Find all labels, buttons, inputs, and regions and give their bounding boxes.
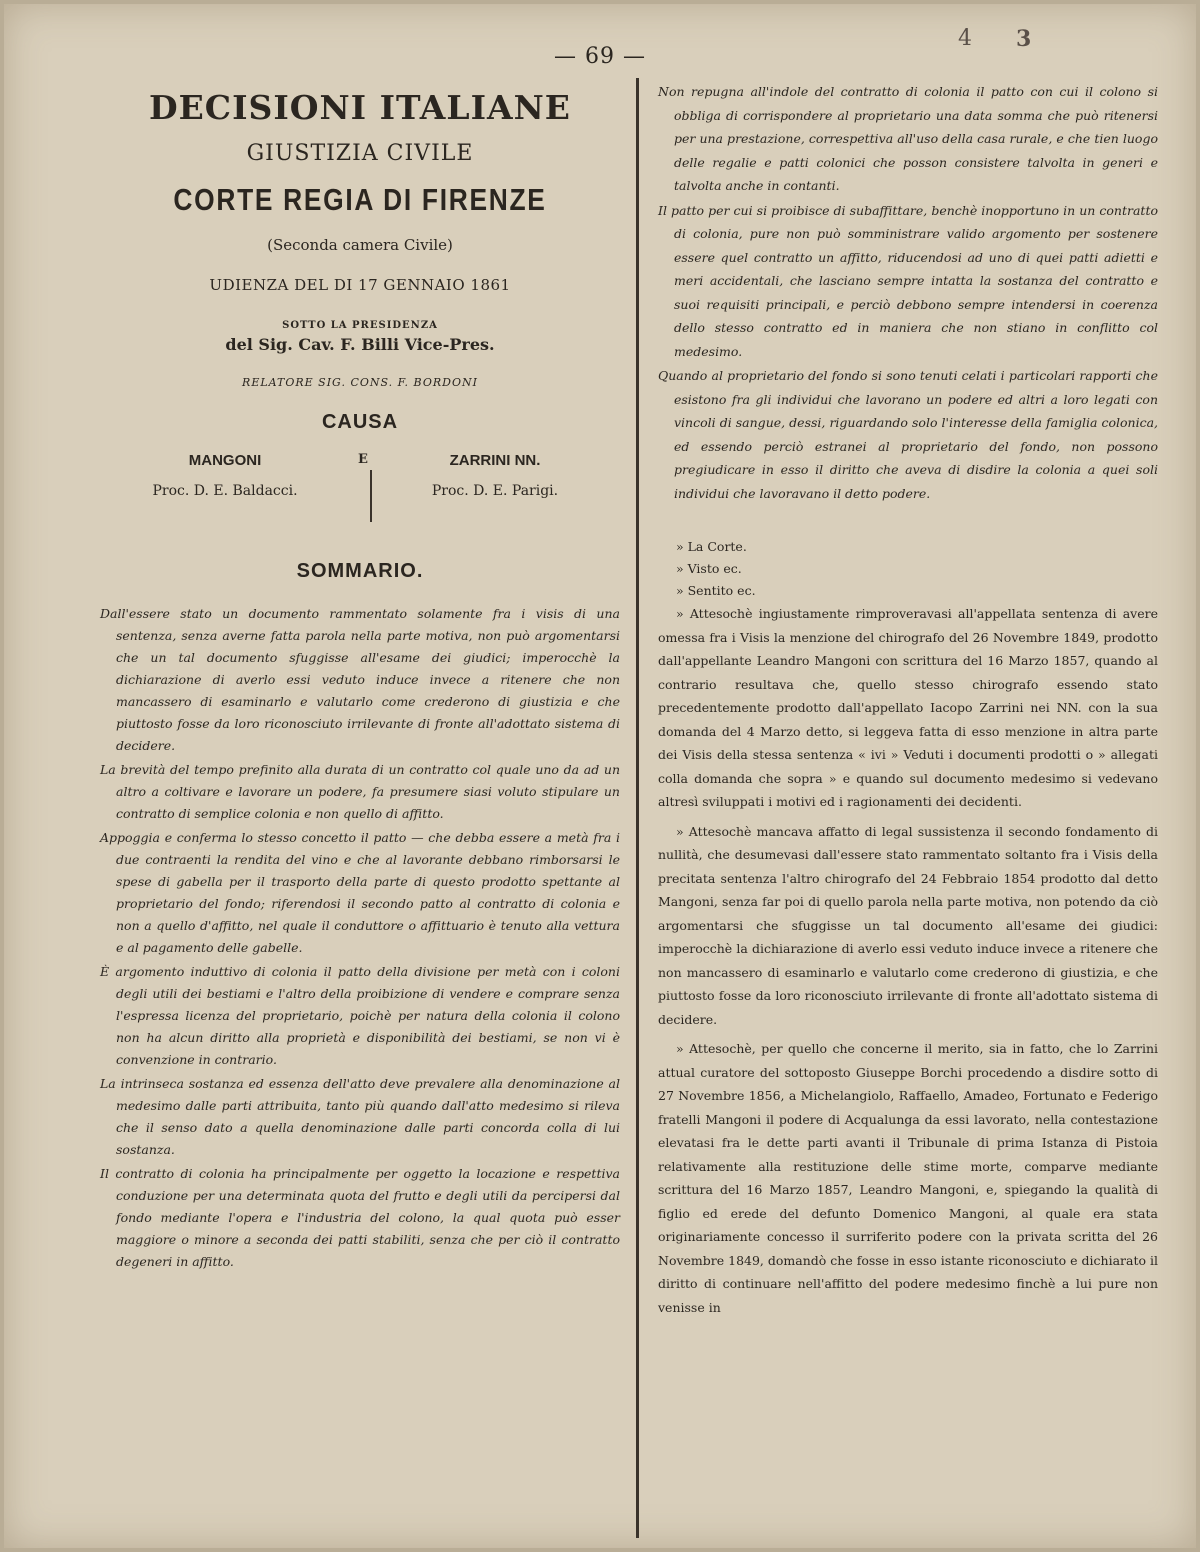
- column-divider: [636, 78, 639, 1538]
- president-name: del Sig. Cav. F. Billi Vice-Pres.: [225, 335, 495, 354]
- section-gap: [658, 506, 1158, 536]
- summary-paragraph: Non repugna all'indole del contratto di colonia il patto con cui il colono si obbliga di corrispondere al proprietario una data somma che può ritenersi per una prestazione, correspettiva all'uso della casa rurale, e che tien luogo delle regalie e patti colonici che posson consistere talvolta in generi e talvolta anche in contanti.: [658, 84, 1158, 193]
- summary-list: [100, 603, 620, 1273]
- party-appellant-name: MANGONI: [188, 452, 262, 469]
- section-title: GIUSTIZIA CIVILE: [246, 141, 474, 166]
- party-appellee: [370, 452, 620, 499]
- ruling-paragraph: » Attesochè, per quello che concerne il merito, sia in fatto, che lo Zarrini attual curatore del sottoposto Giuseppe Borchi procedendo a disdire sotto di 27 Novembre 1856, a Michelangiolo, Raffaello, Amadeo, Fortunato e Federigo fratelli Mangoni il podere di Acqualunga da essi lavorato, nella contestazione elevatasi fra le dette parti avanti il Tribunale di prima Istanza di Pistoia relativamente alla restituzione delle stime morte, comparve mediante scrittura del 16 Marzo 1857, Leandro Mangoni, e, spiegando la qualità di figlio ed erede del defunto Domenico Mangoni, al quale era stata originariamente concesso il surriferito podere con la privata scritta del 26 Novembre 1849, domandò che fosse in esso istante riconosciuto e dichiarato il diritto di continuare nell'affitto del podere medesimo finchè a lui pure non venisse in: [658, 1041, 1158, 1315]
- hearing-date: UDIENZA DEL DI 17 GENNAIO 1861: [209, 276, 511, 294]
- party-appellee-name: ZARRINI NN.: [449, 452, 541, 469]
- summary-paragraph: Il contratto di colonia ha principalmente per oggetto la locazione e respettiva conduzione per una determinata quota del frutto e degli utili da percipersi dal fondo mediante l'opera e l'industria del colono, la qual quota può esser maggiore o minore a seconda dei patti stabiliti, senza che per ciò il contratto degeneri in affitto.: [100, 1166, 620, 1269]
- summary-paragraph: La brevità del tempo prefinito alla durata di un contratto col quale uno da ad un altro a coltivare e lavorare un podere, fa presumere siasi voluto stipulare un contratto di semplice colonia e non quello di affitto.: [100, 762, 620, 821]
- presidency-label: SOTTO LA PRESIDENZA: [282, 320, 438, 331]
- edge-mark-handwritten: 4: [958, 26, 972, 51]
- ruling-paragraph: » Attesochè ingiustamente rimproveravasi all'appellata sentenza di avere omessa fra i Visis la menzione del chirografo del 26 Novembre 1849, prodotto dall'appellante Leandro Mangoni con scrittura del 16 Marzo 1857, quando al contrario resultava che, quello stesso chirografo essendo stato precedentemente prodotto dall'appellato Iacopo Zarrini nei NN. con la sua domanda del 4 Marzo detto, si leggeva fatta di esso menzione in altra parte dei Visis della stessa sentenza « ivi » Veduti i documenti prodotti o » allegati colla domanda che sopra » e quando sul documento medesimo si vedevano altresì sviluppati i motivi ed i ragionamenti dei decidenti.: [658, 606, 1158, 809]
- ruling-line: » Visto ec.: [676, 561, 742, 576]
- left-column: [100, 80, 620, 1275]
- ruling-line: » La Corte.: [676, 539, 747, 554]
- parties-block: [100, 452, 620, 522]
- summary-paragraph: La intrinseca sostanza ed essenza dell'atto deve prevalere alla denominazione al medesimo dalle parti attribuita, tanto più quando dall'atto medesimo si rileva che il senso dato a quella denominazione dalle parti concorda colla di lui sostanza.: [100, 1076, 620, 1157]
- right-column: [658, 80, 1158, 1319]
- summary-paragraph: Il patto per cui si proibisce di subaffittare, benchè inopportuno in un contratto di colonia, pure non può somministrare valido argomento per sostenere essere quel contratto un affitto, riducendosi ad uno di quei patti adietti e meri accidentali, che lasciano sempre intatta la sostanza del contratto e suoi requisiti principali, e perciò debbono sempre intendersi in coerenza dello stesso contratto ed in maniera che non stiano in conflitto col medesimo.: [658, 202, 1158, 359]
- summary-paragraph: È argomento induttivo di colonia il patto della divisione per metà con i coloni degli utili dei bestiami e l'altro della proibizione di vendere e comprare senza l'espressa licenza del proprietario, poichè per natura della colonia il colono non ha alcun diritto alla proprietà e disponibilità dei bestiami, se non vi è convenzione in contrario.: [100, 964, 620, 1067]
- court-title: CORTE REGIA DI FIRENZE: [173, 182, 547, 217]
- case-heading: CAUSA: [321, 411, 399, 433]
- rapporteur: RELATORE SIG. CONS. F. BORDONI: [242, 376, 478, 389]
- edge-mark-printed: 3: [1016, 26, 1032, 52]
- ruling-paragraph: » Attesochè mancava affatto di legal sussistenza il secondo fondamento di nullità, che desumevasi dall'essere stato rammentato soltanto fra i Visis della precitata sentenza l'altro chirografo del 24 Febbraio 1854 prodotto dal detto Mangoni, senza far poi di quello parola nella parte motiva, non potendo da ciò argomentarsi che sfuggisse un tal documento all'esame dei giudici: imperocchè la dichiarazione di averlo essi veduto induce invece a ritenere che non mancassero di esaminarlo e valutarlo come crederono di giustizia, e che piuttosto fosse da loro riconosciuto irrilevante di fronte all'adottato sistema di decidere.: [658, 823, 1158, 1027]
- page-number: — 69 —: [554, 44, 646, 69]
- chamber-label: (Seconda camera Civile): [267, 236, 453, 254]
- party-appellee-proc: Proc. D. E. Parigi.: [431, 483, 559, 499]
- summary-paragraph: Appoggia e conferma lo stesso concetto il patto — che debba essere a metà fra i due contraenti la rendita del vino e che al lavorante debbano rimborsarsi le spese di gabella per il trasporto della parte di questo prodotto spettante al proprietario del fondo; riferendosi il secondo patto al contratto di colonia e non a quello d'affitto, nel quale il conduttore o affittuario è tenuto alla vettura e al pagamento delle gabelle.: [100, 830, 620, 955]
- party-appellant-proc: Proc. D. E. Baldacci.: [152, 483, 298, 499]
- summary-heading: SOMMARIO.: [296, 560, 424, 582]
- summary-paragraph: Quando al proprietario del fondo si sono tenuti celati i particolari rapporti che esistono fra gli individui che lavorano un podere ed altri a loro legati con vincoli di sangue, dessi, riguardando solo l'interesse della famiglia colonica, ed essendo perciò estranei al proprietario del fondo, non possono pregiudicare in esso il diritto che aveva di disdire la colonia a quei soli individui che lavoravano il detto podere.: [658, 368, 1158, 501]
- publication-title: DECISIONI ITALIANE: [149, 88, 571, 127]
- ruling-line: » Sentito ec.: [676, 583, 756, 598]
- summary-paragraph: Dall'essere stato un documento rammentato solamente fra i visis di una sentenza, senza averne fatta parola nella parte motiva, non può argomentarsi che un tal documento sfuggisse all'esame dei giudici; imperocchè la dichiarazione di averlo essi veduto induce invece a ritenere che non mancassero di esaminarlo e valutarlo come crederono di giustizia e che piuttosto fosse da loro riconosciuto irrilevante di fronte all'adottato sistema di decidere.: [100, 606, 620, 753]
- versus-label: E: [358, 452, 368, 467]
- party-appellant: [100, 452, 350, 499]
